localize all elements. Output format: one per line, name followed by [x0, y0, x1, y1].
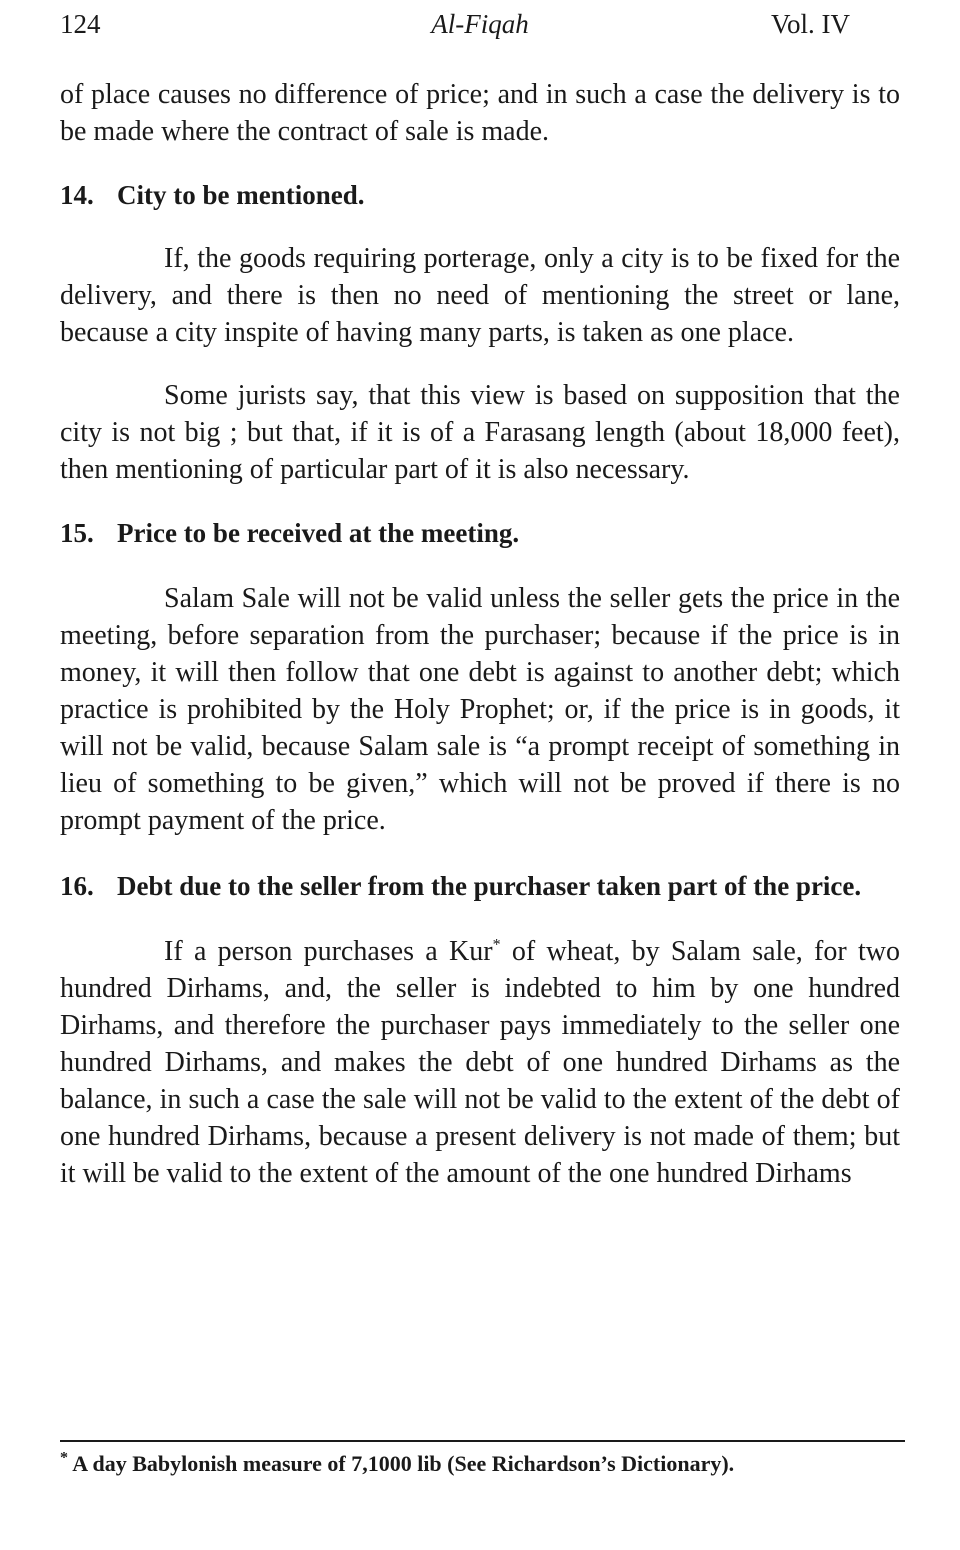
footnote-text: A day Babylonish measure of 7,1000 lib (See Richardson’s Dictionary). — [68, 1451, 735, 1476]
book-title: Al-Fiqah — [431, 9, 529, 39]
body-text — [60, 76, 900, 1192]
section-number: 16. — [60, 871, 94, 901]
section-title: City to be mentioned. — [117, 180, 365, 210]
section-number: 15. — [60, 518, 94, 548]
paragraph-continuation: of place causes no difference of price; and in such a case the delivery is to be made where the contract of sale is made. — [60, 79, 900, 147]
footnote-reference-mark: * — [492, 936, 501, 954]
paragraph-jurists-view: Some jurists say, that this view is based on supposition that the city is not big ; but that, if it is of a Farasang length (about 18,000 feet), then mentioning of particular part of it is also necessary. — [60, 380, 900, 485]
section-number: 14. — [60, 180, 94, 210]
paragraph-text: If a person purchases a Kur — [164, 936, 493, 967]
section-heading-16 — [60, 867, 900, 905]
volume-label: Vol. IV — [770, 9, 850, 39]
paragraph-city-delivery: If, the goods requiring porterage, only a city is to be fixed for the delivery, and there is then no need of mentioning the street or lane, because a city inspite of having many parts, is taken as one place. — [60, 243, 900, 348]
footnote-mark: * — [60, 1449, 68, 1467]
section-title: Debt due to the seller from the purchaser taken part of the price. — [117, 871, 862, 901]
footnote-divider — [60, 1440, 905, 1442]
section-title: Price to be received at the meeting. — [117, 518, 520, 548]
section-heading-14 — [60, 176, 900, 214]
paragraph-text: of wheat, by Salam sale, for two hundred Dirhams, and, the seller is indebted to him by one hundred Dirhams, and therefore the purchaser pays immediately to the seller one hundred Dirhams, and makes the debt of one hundred Dirhams as the balance, in such a case the sale will not be valid to the extent of the debt of one hundred Dirhams, because a present delivery is not made of them; but it will be valid to the extent of the amount of the one hundred Dirhams — [60, 936, 900, 1189]
footnote — [60, 1448, 905, 1480]
paragraph-kur-of-wheat — [60, 933, 900, 1192]
running-head — [60, 4, 900, 44]
page-number: 124 — [60, 9, 101, 39]
book-page — [60, 0, 900, 1550]
section-heading-15 — [60, 514, 900, 552]
paragraph-salam-price: Salam Sale will not be valid unless the seller gets the price in the meeting, before separation from the purchaser; because if the price is in money, it will then follow that one debt is against to another debt; which practice is prohibited by the Holy Prophet; or, if the price is in goods, it will not be valid, because Salam sale is “a prompt receipt of something in lieu of something to be given,” which will not be proved if there is no prompt payment of the price. — [60, 583, 900, 836]
